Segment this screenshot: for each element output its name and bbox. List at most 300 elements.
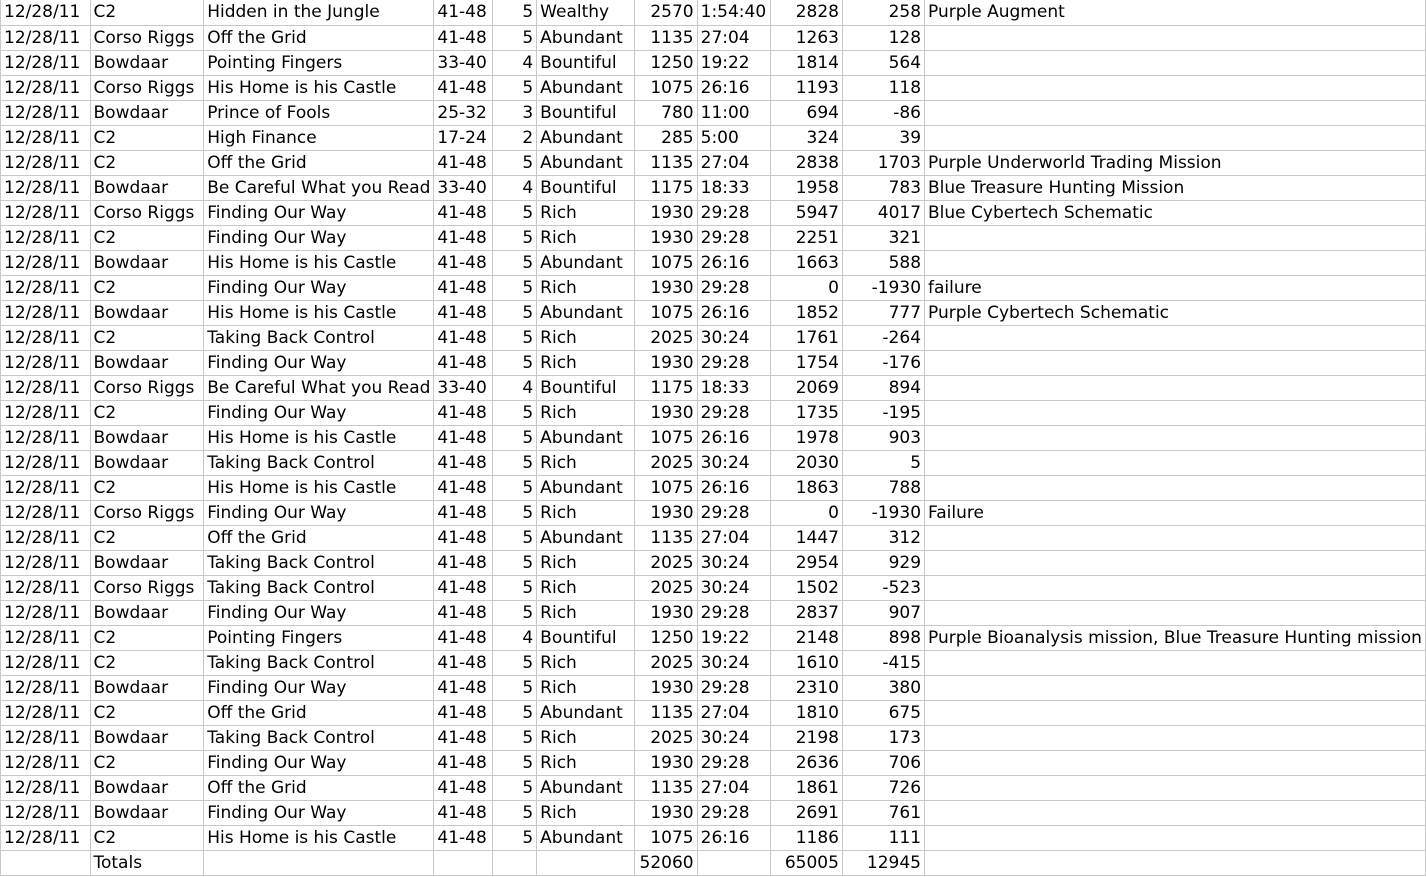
cell-profit[interactable]: 761: [842, 800, 924, 825]
cell-profit[interactable]: 321: [842, 225, 924, 250]
cell-notes[interactable]: [925, 600, 1426, 625]
cell-reward[interactable]: Bountiful: [537, 175, 635, 200]
cell-player[interactable]: Bowdaar: [90, 250, 204, 275]
cell-reward[interactable]: Bountiful: [537, 100, 635, 125]
cell-empty[interactable]: [925, 850, 1426, 875]
cell-tier[interactable]: 5: [493, 725, 537, 750]
cell-reward[interactable]: Abundant: [537, 250, 635, 275]
cell-profit[interactable]: 706: [842, 750, 924, 775]
cell-player[interactable]: C2: [90, 325, 204, 350]
cell-date[interactable]: 12/28/11: [1, 225, 91, 250]
cell-mission[interactable]: Finding Our Way: [204, 600, 434, 625]
cell-value[interactable]: 694: [771, 100, 843, 125]
cell-time[interactable]: 19:22: [697, 50, 770, 75]
cell-date[interactable]: 12/28/11: [1, 675, 91, 700]
cell-mission[interactable]: Finding Our Way: [204, 500, 434, 525]
cell-mission[interactable]: His Home is his Castle: [204, 425, 434, 450]
cell-reward[interactable]: Bountiful: [537, 50, 635, 75]
cell-player[interactable]: C2: [90, 525, 204, 550]
totals-profit[interactable]: 12945: [842, 850, 924, 875]
cell-profit[interactable]: 903: [842, 425, 924, 450]
cell-time[interactable]: 26:16: [697, 825, 770, 850]
cell-player[interactable]: C2: [90, 275, 204, 300]
cell-time[interactable]: 29:28: [697, 750, 770, 775]
cell-value[interactable]: 2954: [771, 550, 843, 575]
cell-date[interactable]: 12/28/11: [1, 300, 91, 325]
cell-level-range[interactable]: 41-48: [434, 625, 493, 650]
cell-cost[interactable]: 1135: [634, 775, 697, 800]
cell-cost[interactable]: 1175: [634, 375, 697, 400]
cell-profit[interactable]: 312: [842, 525, 924, 550]
cell-reward[interactable]: Abundant: [537, 525, 635, 550]
cell-mission[interactable]: His Home is his Castle: [204, 825, 434, 850]
cell-mission[interactable]: Taking Back Control: [204, 325, 434, 350]
cell-value[interactable]: 2069: [771, 375, 843, 400]
cell-notes[interactable]: [925, 775, 1426, 800]
cell-tier[interactable]: 5: [493, 0, 537, 25]
cell-tier[interactable]: 5: [493, 525, 537, 550]
cell-time[interactable]: 29:28: [697, 500, 770, 525]
cell-mission[interactable]: Taking Back Control: [204, 450, 434, 475]
cell-time[interactable]: 29:28: [697, 675, 770, 700]
cell-notes[interactable]: [925, 575, 1426, 600]
cell-date[interactable]: 12/28/11: [1, 375, 91, 400]
cell-date[interactable]: 12/28/11: [1, 525, 91, 550]
cell-cost[interactable]: 1930: [634, 675, 697, 700]
cell-notes[interactable]: [925, 700, 1426, 725]
cell-date[interactable]: 12/28/11: [1, 475, 91, 500]
cell-reward[interactable]: Rich: [537, 325, 635, 350]
cell-cost[interactable]: 1930: [634, 500, 697, 525]
cell-date[interactable]: 12/28/11: [1, 725, 91, 750]
cell-reward[interactable]: Abundant: [537, 425, 635, 450]
cell-level-range[interactable]: 41-48: [434, 275, 493, 300]
cell-empty[interactable]: [537, 850, 635, 875]
cell-tier[interactable]: 5: [493, 600, 537, 625]
cell-time[interactable]: 29:28: [697, 225, 770, 250]
cell-time[interactable]: 1:54:40: [697, 0, 770, 25]
cell-date[interactable]: 12/28/11: [1, 500, 91, 525]
cell-mission[interactable]: Pointing Fingers: [204, 50, 434, 75]
cell-notes[interactable]: Failure: [925, 500, 1426, 525]
cell-player[interactable]: Corso Riggs: [90, 500, 204, 525]
cell-cost[interactable]: 2025: [634, 325, 697, 350]
cell-date[interactable]: 12/28/11: [1, 50, 91, 75]
cell-cost[interactable]: 1075: [634, 825, 697, 850]
cell-player[interactable]: C2: [90, 700, 204, 725]
cell-value[interactable]: 1978: [771, 425, 843, 450]
cell-notes[interactable]: [925, 125, 1426, 150]
cell-level-range[interactable]: 41-48: [434, 400, 493, 425]
cell-level-range[interactable]: 41-48: [434, 475, 493, 500]
cell-notes[interactable]: Purple Augment: [925, 0, 1426, 25]
cell-profit[interactable]: 788: [842, 475, 924, 500]
cell-reward[interactable]: Bountiful: [537, 625, 635, 650]
cell-cost[interactable]: 1075: [634, 475, 697, 500]
cell-value[interactable]: 1814: [771, 50, 843, 75]
cell-player[interactable]: C2: [90, 0, 204, 25]
cell-cost[interactable]: 2025: [634, 575, 697, 600]
cell-tier[interactable]: 5: [493, 200, 537, 225]
cell-tier[interactable]: 5: [493, 575, 537, 600]
cell-level-range[interactable]: 41-48: [434, 800, 493, 825]
cell-cost[interactable]: 1930: [634, 200, 697, 225]
cell-date[interactable]: 12/28/11: [1, 100, 91, 125]
cell-date[interactable]: 12/28/11: [1, 700, 91, 725]
cell-time[interactable]: 27:04: [697, 700, 770, 725]
cell-mission[interactable]: Taking Back Control: [204, 575, 434, 600]
cell-value[interactable]: 2310: [771, 675, 843, 700]
cell-time[interactable]: 30:24: [697, 325, 770, 350]
cell-mission[interactable]: Finding Our Way: [204, 800, 434, 825]
cell-reward[interactable]: Rich: [537, 550, 635, 575]
cell-date[interactable]: 12/28/11: [1, 200, 91, 225]
cell-value[interactable]: 1754: [771, 350, 843, 375]
cell-time[interactable]: 29:28: [697, 275, 770, 300]
cell-level-range[interactable]: 41-48: [434, 350, 493, 375]
cell-notes[interactable]: [925, 250, 1426, 275]
cell-time[interactable]: 29:28: [697, 800, 770, 825]
cell-player[interactable]: Bowdaar: [90, 175, 204, 200]
cell-tier[interactable]: 5: [493, 550, 537, 575]
cell-tier[interactable]: 5: [493, 700, 537, 725]
cell-date[interactable]: 12/28/11: [1, 400, 91, 425]
cell-value[interactable]: 0: [771, 275, 843, 300]
cell-cost[interactable]: 1075: [634, 75, 697, 100]
cell-mission[interactable]: Finding Our Way: [204, 750, 434, 775]
cell-notes[interactable]: [925, 800, 1426, 825]
cell-tier[interactable]: 5: [493, 750, 537, 775]
cell-player[interactable]: Corso Riggs: [90, 575, 204, 600]
cell-reward[interactable]: Rich: [537, 800, 635, 825]
cell-time[interactable]: 5:00: [697, 125, 770, 150]
cell-cost[interactable]: 1075: [634, 300, 697, 325]
cell-date[interactable]: 12/28/11: [1, 650, 91, 675]
cell-time[interactable]: 18:33: [697, 175, 770, 200]
cell-notes[interactable]: [925, 825, 1426, 850]
cell-level-range[interactable]: 41-48: [434, 25, 493, 50]
cell-player[interactable]: Corso Riggs: [90, 75, 204, 100]
cell-date[interactable]: 12/28/11: [1, 150, 91, 175]
cell-mission[interactable]: Off the Grid: [204, 150, 434, 175]
cell-cost[interactable]: 1135: [634, 700, 697, 725]
cell-notes[interactable]: [925, 450, 1426, 475]
cell-player[interactable]: C2: [90, 125, 204, 150]
cell-reward[interactable]: Rich: [537, 600, 635, 625]
cell-level-range[interactable]: 33-40: [434, 375, 493, 400]
cell-time[interactable]: 29:28: [697, 200, 770, 225]
cell-tier[interactable]: 4: [493, 375, 537, 400]
cell-cost[interactable]: 780: [634, 100, 697, 125]
cell-notes[interactable]: Purple Underworld Trading Mission: [925, 150, 1426, 175]
cell-tier[interactable]: 2: [493, 125, 537, 150]
cell-tier[interactable]: 4: [493, 175, 537, 200]
cell-player[interactable]: C2: [90, 400, 204, 425]
cell-notes[interactable]: Purple Cybertech Schematic: [925, 300, 1426, 325]
cell-time[interactable]: 26:16: [697, 300, 770, 325]
cell-cost[interactable]: 1250: [634, 625, 697, 650]
cell-mission[interactable]: Taking Back Control: [204, 550, 434, 575]
cell-profit[interactable]: -86: [842, 100, 924, 125]
cell-profit[interactable]: 173: [842, 725, 924, 750]
cell-value[interactable]: 324: [771, 125, 843, 150]
cell-notes[interactable]: failure: [925, 275, 1426, 300]
cell-reward[interactable]: Abundant: [537, 150, 635, 175]
cell-tier[interactable]: 5: [493, 250, 537, 275]
cell-cost[interactable]: 1135: [634, 150, 697, 175]
cell-notes[interactable]: Purple Bioanalysis mission, Blue Treasure Hunting mission: [925, 625, 1426, 650]
cell-date[interactable]: 12/28/11: [1, 625, 91, 650]
cell-date[interactable]: 12/28/11: [1, 575, 91, 600]
cell-value[interactable]: 1958: [771, 175, 843, 200]
cell-level-range[interactable]: 41-48: [434, 200, 493, 225]
cell-date[interactable]: 12/28/11: [1, 775, 91, 800]
cell-player[interactable]: Bowdaar: [90, 100, 204, 125]
cell-profit[interactable]: 4017: [842, 200, 924, 225]
cell-reward[interactable]: Rich: [537, 750, 635, 775]
cell-player[interactable]: Corso Riggs: [90, 25, 204, 50]
cell-time[interactable]: 30:24: [697, 450, 770, 475]
cell-time[interactable]: 27:04: [697, 775, 770, 800]
cell-reward[interactable]: Rich: [537, 575, 635, 600]
cell-value[interactable]: 1186: [771, 825, 843, 850]
cell-reward[interactable]: Abundant: [537, 700, 635, 725]
cell-level-range[interactable]: 41-48: [434, 600, 493, 625]
cell-profit[interactable]: 118: [842, 75, 924, 100]
cell-player[interactable]: Bowdaar: [90, 800, 204, 825]
cell-mission[interactable]: His Home is his Castle: [204, 300, 434, 325]
cell-player[interactable]: Bowdaar: [90, 300, 204, 325]
cell-level-range[interactable]: 41-48: [434, 75, 493, 100]
cell-level-range[interactable]: 41-48: [434, 725, 493, 750]
cell-mission[interactable]: Finding Our Way: [204, 200, 434, 225]
cell-empty[interactable]: [493, 850, 537, 875]
cell-mission[interactable]: Finding Our Way: [204, 350, 434, 375]
cell-player[interactable]: Bowdaar: [90, 50, 204, 75]
cell-level-range[interactable]: 41-48: [434, 650, 493, 675]
cell-player[interactable]: C2: [90, 225, 204, 250]
cell-value[interactable]: 2691: [771, 800, 843, 825]
cell-profit[interactable]: -176: [842, 350, 924, 375]
cell-notes[interactable]: [925, 325, 1426, 350]
cell-player[interactable]: Corso Riggs: [90, 200, 204, 225]
cell-time[interactable]: 26:16: [697, 425, 770, 450]
cell-tier[interactable]: 5: [493, 25, 537, 50]
cell-notes[interactable]: [925, 425, 1426, 450]
cell-level-range[interactable]: 41-48: [434, 0, 493, 25]
cell-cost[interactable]: 285: [634, 125, 697, 150]
cell-time[interactable]: 27:04: [697, 525, 770, 550]
cell-date[interactable]: 12/28/11: [1, 800, 91, 825]
cell-profit[interactable]: 894: [842, 375, 924, 400]
cell-date[interactable]: 12/28/11: [1, 275, 91, 300]
cell-reward[interactable]: Rich: [537, 675, 635, 700]
cell-value[interactable]: 2828: [771, 0, 843, 25]
cell-tier[interactable]: 5: [493, 350, 537, 375]
cell-profit[interactable]: 380: [842, 675, 924, 700]
cell-reward[interactable]: Abundant: [537, 475, 635, 500]
cell-empty[interactable]: [697, 850, 770, 875]
cell-tier[interactable]: 5: [493, 675, 537, 700]
cell-reward[interactable]: Rich: [537, 275, 635, 300]
cell-reward[interactable]: Abundant: [537, 125, 635, 150]
cell-level-range[interactable]: 33-40: [434, 175, 493, 200]
cell-cost[interactable]: 1930: [634, 350, 697, 375]
cell-time[interactable]: 29:28: [697, 600, 770, 625]
cell-date[interactable]: 12/28/11: [1, 75, 91, 100]
cell-mission[interactable]: Be Careful What you Read: [204, 375, 434, 400]
cell-reward[interactable]: Rich: [537, 650, 635, 675]
cell-profit[interactable]: 111: [842, 825, 924, 850]
cell-mission[interactable]: Hidden in the Jungle: [204, 0, 434, 25]
cell-tier[interactable]: 5: [493, 225, 537, 250]
cell-cost[interactable]: 1250: [634, 50, 697, 75]
cell-mission[interactable]: Prince of Fools: [204, 100, 434, 125]
cell-level-range[interactable]: 41-48: [434, 325, 493, 350]
cell-level-range[interactable]: 41-48: [434, 450, 493, 475]
totals-label[interactable]: Totals: [90, 850, 204, 875]
cell-date[interactable]: 12/28/11: [1, 175, 91, 200]
cell-date[interactable]: 12/28/11: [1, 25, 91, 50]
cell-tier[interactable]: 5: [493, 275, 537, 300]
cell-mission[interactable]: Off the Grid: [204, 700, 434, 725]
cell-value[interactable]: 1863: [771, 475, 843, 500]
cell-cost[interactable]: 1175: [634, 175, 697, 200]
cell-level-range[interactable]: 41-48: [434, 500, 493, 525]
cell-profit[interactable]: 128: [842, 25, 924, 50]
cell-mission[interactable]: Pointing Fingers: [204, 625, 434, 650]
cell-profit[interactable]: 1703: [842, 150, 924, 175]
cell-time[interactable]: 30:24: [697, 550, 770, 575]
cell-notes[interactable]: Blue Cybertech Schematic: [925, 200, 1426, 225]
cell-time[interactable]: 30:24: [697, 575, 770, 600]
cell-cost[interactable]: 1135: [634, 525, 697, 550]
cell-player[interactable]: C2: [90, 475, 204, 500]
cell-profit[interactable]: 929: [842, 550, 924, 575]
cell-notes[interactable]: [925, 400, 1426, 425]
cell-cost[interactable]: 2025: [634, 725, 697, 750]
cell-cost[interactable]: 1930: [634, 750, 697, 775]
cell-reward[interactable]: Rich: [537, 400, 635, 425]
cell-cost[interactable]: 2025: [634, 650, 697, 675]
cell-tier[interactable]: 4: [493, 625, 537, 650]
cell-notes[interactable]: Blue Treasure Hunting Mission: [925, 175, 1426, 200]
cell-reward[interactable]: Rich: [537, 350, 635, 375]
cell-value[interactable]: 1663: [771, 250, 843, 275]
cell-mission[interactable]: Finding Our Way: [204, 225, 434, 250]
cell-reward[interactable]: Rich: [537, 725, 635, 750]
cell-mission[interactable]: Be Careful What you Read: [204, 175, 434, 200]
cell-reward[interactable]: Rich: [537, 200, 635, 225]
cell-value[interactable]: 1263: [771, 25, 843, 50]
cell-profit[interactable]: 675: [842, 700, 924, 725]
cell-profit[interactable]: 5: [842, 450, 924, 475]
totals-value[interactable]: 65005: [771, 850, 843, 875]
cell-reward[interactable]: Rich: [537, 225, 635, 250]
cell-reward[interactable]: Abundant: [537, 825, 635, 850]
cell-profit[interactable]: 588: [842, 250, 924, 275]
cell-tier[interactable]: 5: [493, 400, 537, 425]
cell-player[interactable]: Corso Riggs: [90, 375, 204, 400]
cell-profit[interactable]: 726: [842, 775, 924, 800]
cell-profit[interactable]: 783: [842, 175, 924, 200]
cell-tier[interactable]: 3: [493, 100, 537, 125]
cell-value[interactable]: 1735: [771, 400, 843, 425]
cell-date[interactable]: 12/28/11: [1, 425, 91, 450]
cell-level-range[interactable]: 41-48: [434, 675, 493, 700]
cell-level-range[interactable]: 41-48: [434, 550, 493, 575]
cell-date[interactable]: 12/28/11: [1, 825, 91, 850]
cell-level-range[interactable]: 41-48: [434, 700, 493, 725]
cell-time[interactable]: 27:04: [697, 25, 770, 50]
cell-time[interactable]: 26:16: [697, 75, 770, 100]
cell-cost[interactable]: 1930: [634, 275, 697, 300]
cell-level-range[interactable]: 41-48: [434, 775, 493, 800]
cell-cost[interactable]: 1075: [634, 250, 697, 275]
cell-date[interactable]: 12/28/11: [1, 600, 91, 625]
cell-player[interactable]: Bowdaar: [90, 775, 204, 800]
cell-tier[interactable]: 5: [493, 650, 537, 675]
cell-value[interactable]: 1861: [771, 775, 843, 800]
cell-empty[interactable]: [1, 850, 91, 875]
cell-reward[interactable]: Abundant: [537, 300, 635, 325]
cell-level-range[interactable]: 33-40: [434, 50, 493, 75]
cell-value[interactable]: 0: [771, 500, 843, 525]
cell-tier[interactable]: 5: [493, 825, 537, 850]
cell-profit[interactable]: -523: [842, 575, 924, 600]
cell-time[interactable]: 30:24: [697, 650, 770, 675]
cell-profit[interactable]: 907: [842, 600, 924, 625]
cell-time[interactable]: 18:33: [697, 375, 770, 400]
totals-cost[interactable]: 52060: [634, 850, 697, 875]
cell-value[interactable]: 1502: [771, 575, 843, 600]
cell-mission[interactable]: His Home is his Castle: [204, 75, 434, 100]
cell-value[interactable]: 2198: [771, 725, 843, 750]
cell-mission[interactable]: Finding Our Way: [204, 675, 434, 700]
cell-date[interactable]: 12/28/11: [1, 450, 91, 475]
cell-date[interactable]: 12/28/11: [1, 325, 91, 350]
cell-player[interactable]: Bowdaar: [90, 600, 204, 625]
cell-player[interactable]: C2: [90, 825, 204, 850]
cell-date[interactable]: 12/28/11: [1, 350, 91, 375]
cell-notes[interactable]: [925, 750, 1426, 775]
cell-notes[interactable]: [925, 50, 1426, 75]
cell-cost[interactable]: 1930: [634, 800, 697, 825]
cell-tier[interactable]: 4: [493, 50, 537, 75]
cell-time[interactable]: 26:16: [697, 475, 770, 500]
cell-reward[interactable]: Abundant: [537, 775, 635, 800]
cell-notes[interactable]: [925, 550, 1426, 575]
cell-time[interactable]: 26:16: [697, 250, 770, 275]
cell-notes[interactable]: [925, 725, 1426, 750]
cell-level-range[interactable]: 41-48: [434, 575, 493, 600]
cell-player[interactable]: Bowdaar: [90, 675, 204, 700]
cell-value[interactable]: 5947: [771, 200, 843, 225]
cell-cost[interactable]: 1135: [634, 25, 697, 50]
cell-value[interactable]: 1852: [771, 300, 843, 325]
cell-time[interactable]: 29:28: [697, 400, 770, 425]
cell-time[interactable]: 29:28: [697, 350, 770, 375]
cell-profit[interactable]: -1930: [842, 500, 924, 525]
cell-tier[interactable]: 5: [493, 425, 537, 450]
cell-time[interactable]: 27:04: [697, 150, 770, 175]
cell-level-range[interactable]: 25-32: [434, 100, 493, 125]
cell-value[interactable]: 1447: [771, 525, 843, 550]
cell-player[interactable]: Bowdaar: [90, 450, 204, 475]
cell-notes[interactable]: [925, 25, 1426, 50]
cell-level-range[interactable]: 41-48: [434, 150, 493, 175]
cell-level-range[interactable]: 41-48: [434, 425, 493, 450]
